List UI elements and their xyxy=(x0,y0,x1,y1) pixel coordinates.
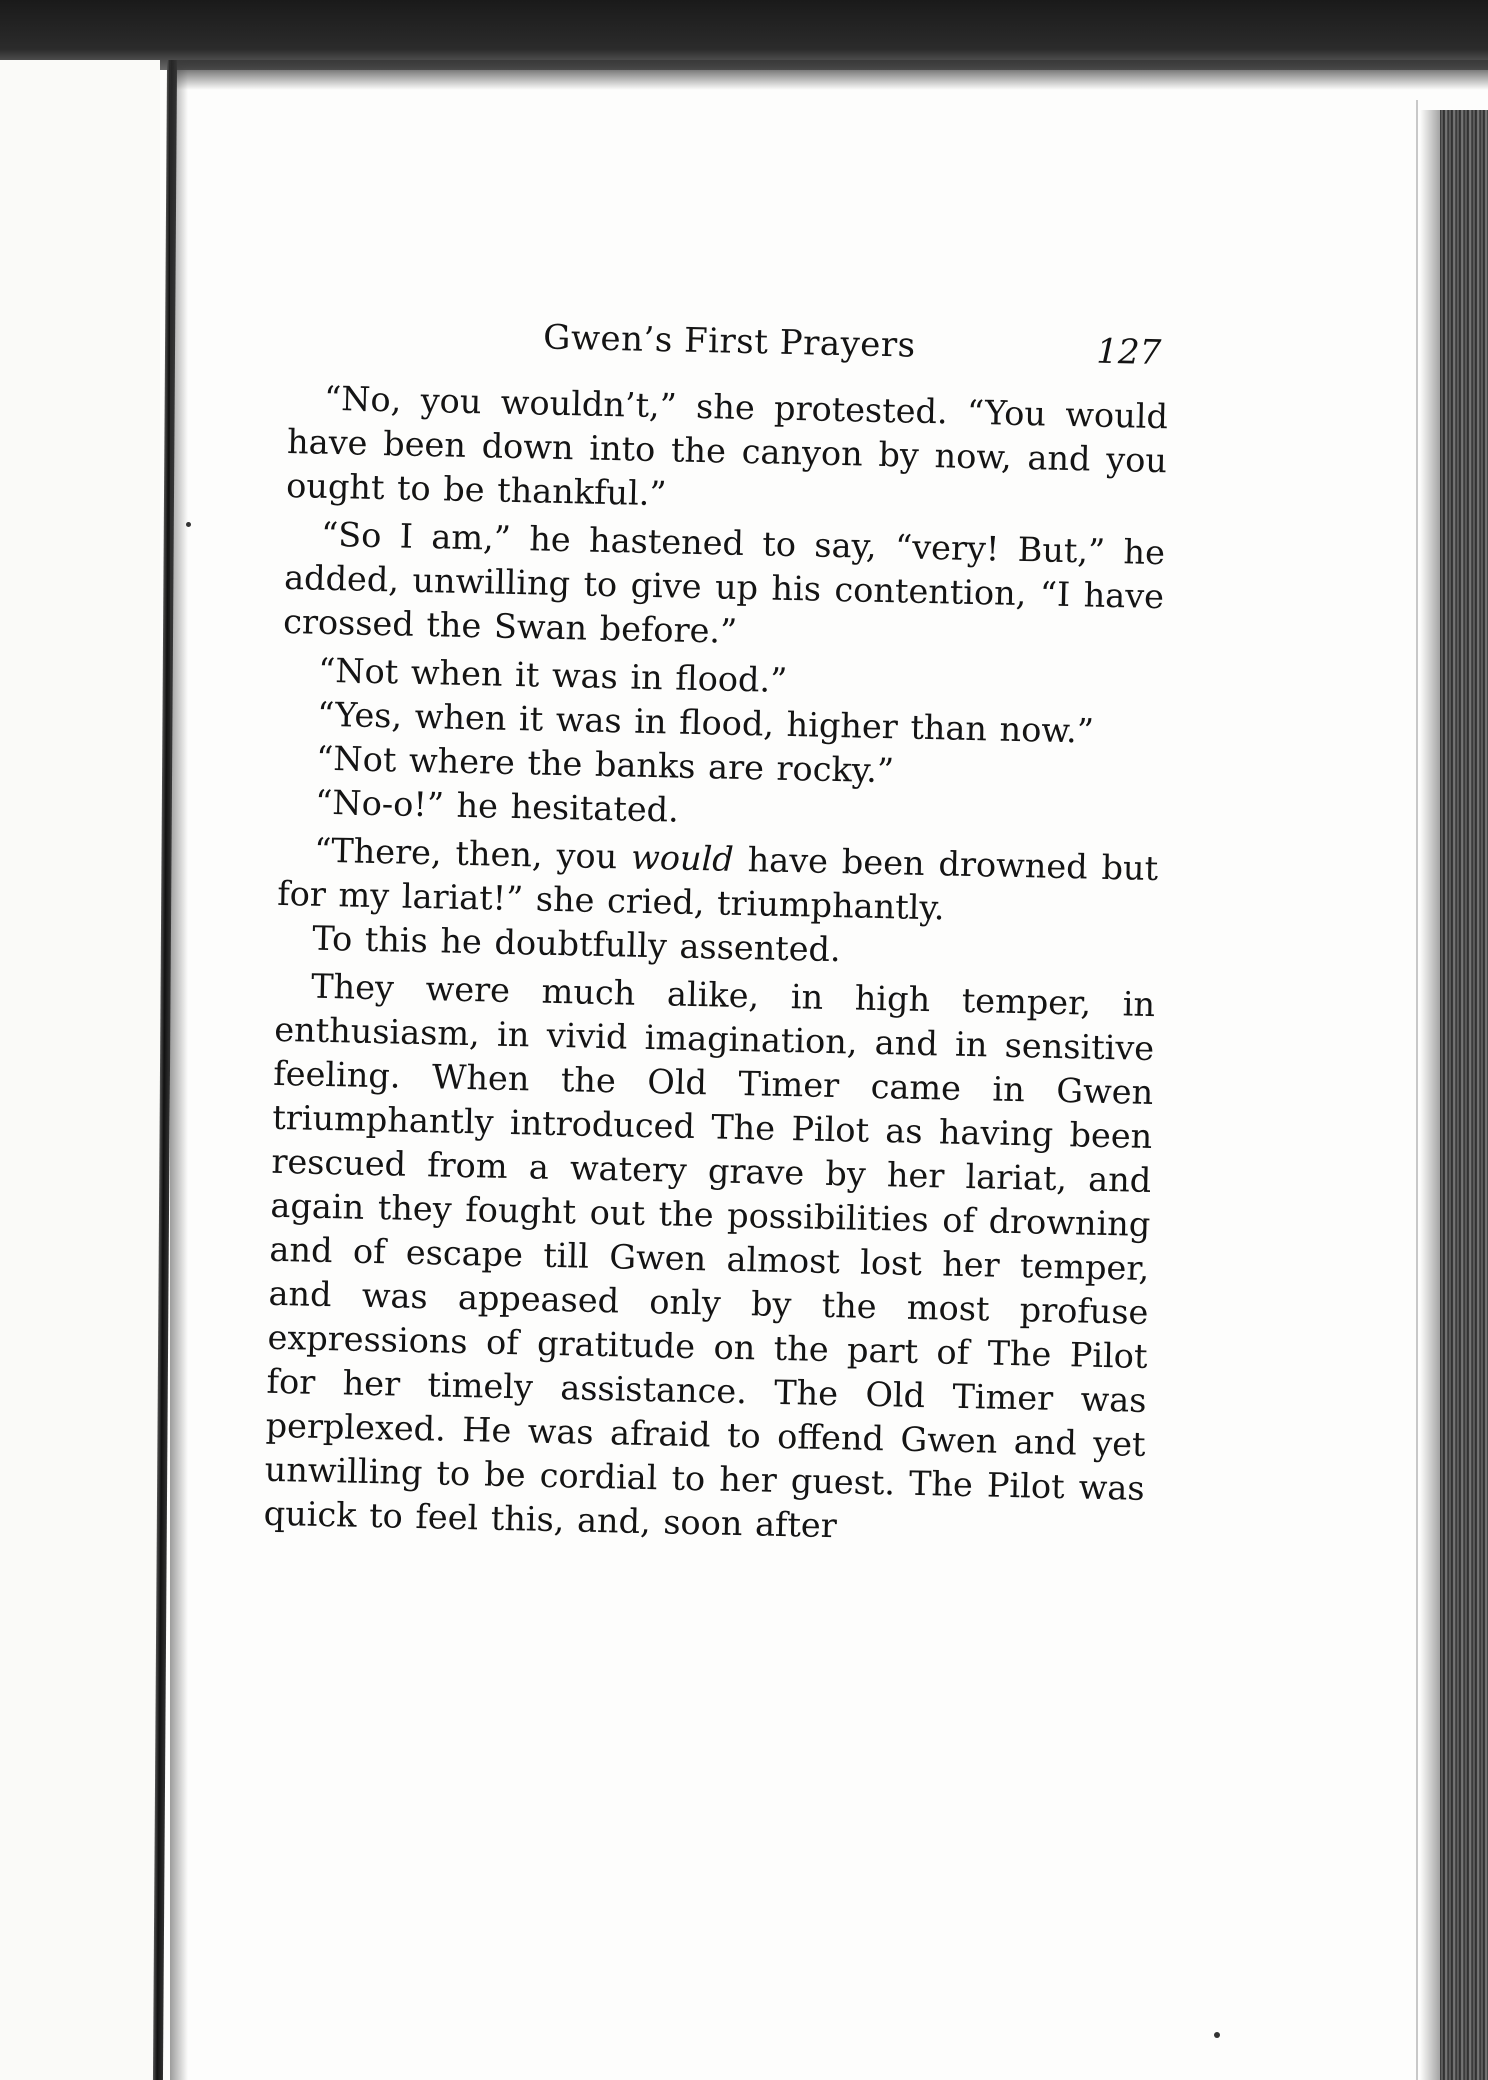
left-facing-page xyxy=(0,60,160,2080)
scan-top-shadow xyxy=(170,60,1488,90)
page-edge xyxy=(1416,100,1418,2080)
paragraph: They were much alike, in high temper, in enthusiasm, in vivid imagination, and in sensitive feeling. When the Old Timer came in Gwen triumphantly introduced The Pilot as having been rescued from a watery grave by her lariat, and again they fought out the possibilities of drowning and of escape till Gwen almost lost her temper, and was appeased only by the most profuse expressions of gratitude on the part of The Pilot for her timely assistance. The Old Timer was perplexed. He was afraid to offend Gwen and yet unwilling to be cordial to her guest. The Pilot was quick to feel this, and, soon after xyxy=(263,966,1156,1546)
paragraph-text: “There, then, you xyxy=(313,830,632,877)
paragraph: To this he doubtfully assented. xyxy=(311,918,842,970)
gutter-shadow xyxy=(170,60,188,2080)
scan-speck xyxy=(1214,2032,1220,2038)
paragraph-text: have been drowned but for my lariat!” she cried, triumphantly. xyxy=(276,839,1159,928)
paragraph: “No-o!” he hesitated. xyxy=(314,782,680,830)
page-text-block xyxy=(263,312,1169,1555)
page-number: 127 xyxy=(1095,331,1162,374)
running-title: Gwen’s First Prayers xyxy=(542,317,917,366)
paragraph: “So I am,” he hastened to say, “very! But,” he added, unwilling to give up his contention, “I have crossed the Swan before.” xyxy=(282,514,1166,651)
paragraph: “Not where the banks are rocky.” xyxy=(315,738,895,791)
page-stack-fore-edge xyxy=(1440,110,1488,2080)
paragraph: “Yes, when it was in flood, higher than now.” xyxy=(316,694,1095,751)
paragraph: “Not when it was in flood.” xyxy=(317,650,788,700)
emphasized-word: would xyxy=(630,837,735,879)
paragraph: “No, you wouldn’t,” she protested. “You would have been down into the canyon by now, and you ought to be thankful.” xyxy=(285,378,1169,514)
scan-speck xyxy=(186,522,191,527)
fore-edge-shadow xyxy=(1420,110,1440,2080)
